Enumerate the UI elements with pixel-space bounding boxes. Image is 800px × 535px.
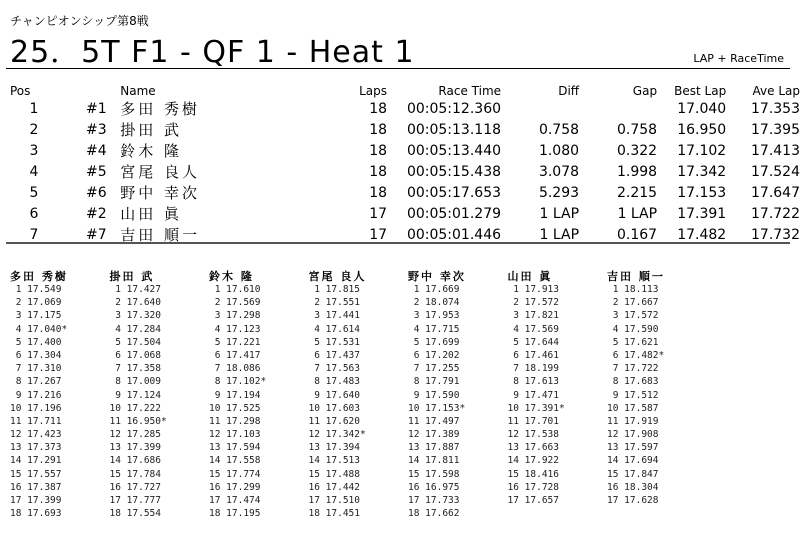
result-pos: 7 xyxy=(29,226,39,243)
result-row xyxy=(10,182,800,203)
result-row xyxy=(10,140,800,161)
lap-time-entry: 15 17.488 xyxy=(308,468,360,480)
result-race-time: 00:05:01.279 xyxy=(406,205,502,222)
result-best-lap: 16.950 xyxy=(677,121,727,138)
lap-time-entry: 16 17.387 xyxy=(10,481,62,493)
lap-time-entry: 5 17.621 xyxy=(607,336,659,348)
lap-time-entry: 8 17.102* xyxy=(209,376,267,388)
lap-time-entry: 16 18.304 xyxy=(607,481,659,493)
lap-time-entry: 14 17.291 xyxy=(10,455,62,467)
result-car-number: #3 xyxy=(85,121,107,138)
lap-time-entry: 17 17.474 xyxy=(209,495,261,506)
result-row xyxy=(10,161,800,182)
lap-time-entry: 7 18.199 xyxy=(507,363,559,375)
result-best-lap: 17.391 xyxy=(677,205,727,222)
result-gap xyxy=(579,98,657,119)
result-laps: 18 xyxy=(369,142,388,159)
lap-time-entry: 15 17.557 xyxy=(10,468,62,480)
lap-time-entry: 7 17.358 xyxy=(109,363,161,375)
lap-time-entry: 1 18.113 xyxy=(607,284,659,295)
result-gap: 2.215 xyxy=(616,184,658,201)
lap-column xyxy=(10,268,108,520)
lap-time-entry: 11 17.298 xyxy=(209,415,261,427)
result-laps: 18 xyxy=(369,163,388,180)
lap-column xyxy=(110,268,208,520)
lap-time-entry: 9 17.216 xyxy=(10,389,62,401)
result-car-number: #7 xyxy=(85,226,107,243)
lap-time-entry: 2 17.667 xyxy=(607,297,659,309)
lap-time-entry: 7 18.086 xyxy=(209,363,261,375)
result-ave-lap: 17.395 xyxy=(751,121,800,138)
lap-time-entry: 6 17.202 xyxy=(408,349,460,361)
lap-time-entry: 1 17.610 xyxy=(209,284,261,295)
lap-time-entry: 1 17.427 xyxy=(109,284,161,295)
result-race-time: 00:05:01.446 xyxy=(406,226,502,243)
lap-time-entry: 17 17.399 xyxy=(10,495,62,506)
lap-time-entry: 14 17.686 xyxy=(109,455,161,467)
lap-time-entry: 1 17.669 xyxy=(408,284,460,295)
lap-time-entry: 3 17.821 xyxy=(507,310,559,322)
result-ave-lap: 17.732 xyxy=(751,226,800,243)
lap-time-entry: 5 17.699 xyxy=(408,336,460,348)
lap-time-entry: 18 17.693 xyxy=(10,508,62,520)
lap-time-entry: 13 17.399 xyxy=(109,442,161,454)
lap-time-entry: 3 17.572 xyxy=(607,310,659,322)
result-laps: 17 xyxy=(369,205,388,222)
lap-time-entry: 17 17.733 xyxy=(408,495,460,506)
header-race-time: Race Time xyxy=(438,84,502,98)
lap-time-entry: 6 17.461 xyxy=(507,349,559,361)
lap-time-entry: 14 17.922 xyxy=(507,455,559,467)
lap-time-entry: 1 17.913 xyxy=(507,284,559,295)
lap-time-entry: 10 17.222 xyxy=(109,402,161,414)
result-car-number: #6 xyxy=(85,184,107,201)
lap-time-entry: 16 17.727 xyxy=(109,481,161,493)
result-diff: 0.758 xyxy=(538,121,580,138)
lap-time-entry: 4 17.614 xyxy=(308,323,360,335)
lap-time-entry: 3 17.953 xyxy=(408,310,460,322)
report-type-label: LAP + RaceTime xyxy=(693,52,784,65)
lap-time-entry: 9 17.640 xyxy=(308,389,360,401)
lap-time-entry: 9 17.471 xyxy=(507,389,559,401)
result-row xyxy=(10,203,800,224)
result-car-number: #1 xyxy=(85,100,107,117)
lap-time-entry: 13 17.373 xyxy=(10,442,62,454)
lap-time-entry: 2 17.572 xyxy=(507,297,559,309)
lap-time-entry: 10 17.525 xyxy=(209,402,261,414)
lap-column-driver-name: 山田 眞 xyxy=(507,270,553,283)
lap-time-entry: 8 17.267 xyxy=(10,376,62,388)
result-race-time: 00:05:17.653 xyxy=(406,184,502,201)
lap-time-entry: 11 16.950* xyxy=(109,415,167,427)
section-divider xyxy=(6,242,790,244)
lap-time-entry: 9 17.590 xyxy=(408,389,460,401)
lap-time-entry: 4 17.590 xyxy=(607,323,659,335)
lap-time-entry: 13 17.663 xyxy=(507,442,559,454)
lap-time-entry: 2 17.551 xyxy=(308,297,360,309)
lap-time-entry: 12 17.538 xyxy=(507,429,559,441)
lap-time-entry: 3 17.175 xyxy=(10,310,62,322)
result-ave-lap: 17.647 xyxy=(751,184,800,201)
header-name: Name xyxy=(120,84,156,98)
lap-column-driver-name: 野中 幸次 xyxy=(408,270,466,283)
lap-time-entry: 10 17.391* xyxy=(507,402,565,414)
lap-time-entry: 9 17.512 xyxy=(607,389,659,401)
lap-time-entry: 7 17.310 xyxy=(10,363,62,375)
lap-time-entry: 18 17.195 xyxy=(209,508,261,520)
lap-time-entry: 15 17.784 xyxy=(109,468,161,480)
lap-time-entry: 8 17.791 xyxy=(408,376,460,388)
result-laps: 18 xyxy=(369,184,388,201)
lap-time-entry: 16 17.728 xyxy=(507,481,559,493)
lap-time-entry: 7 17.722 xyxy=(607,363,659,375)
result-pos: 2 xyxy=(29,121,39,138)
lap-time-entry: 3 17.441 xyxy=(308,310,360,322)
result-best-lap: 17.482 xyxy=(677,226,727,243)
result-row xyxy=(10,119,800,140)
lap-time-entry: 2 18.074 xyxy=(408,297,460,309)
lap-time-entry: 9 17.124 xyxy=(109,389,161,401)
lap-column xyxy=(209,268,307,520)
results-body xyxy=(10,98,800,245)
header-divider xyxy=(6,68,790,69)
result-best-lap: 17.102 xyxy=(677,142,727,159)
result-pos: 5 xyxy=(29,184,39,201)
lap-time-entry: 15 18.416 xyxy=(507,468,559,480)
lap-time-entry: 1 17.549 xyxy=(10,284,62,295)
result-driver-name: 鈴木 隆 xyxy=(120,142,183,160)
result-diff: 3.078 xyxy=(538,163,580,180)
result-pos: 1 xyxy=(29,100,39,117)
lap-time-entry: 4 17.569 xyxy=(507,323,559,335)
lap-time-entry: 17 17.657 xyxy=(507,495,559,506)
result-driver-name: 多田 秀樹 xyxy=(120,100,201,118)
lap-time-entry: 13 17.597 xyxy=(607,442,659,454)
header-pos: Pos xyxy=(10,84,31,98)
lap-time-entry: 16 17.442 xyxy=(308,481,360,493)
result-gap: 1 LAP xyxy=(617,205,658,222)
lap-time-entry: 3 17.298 xyxy=(209,310,261,322)
result-gap: 0.322 xyxy=(616,142,658,159)
result-driver-name: 野中 幸次 xyxy=(120,184,201,202)
lap-column-driver-name: 鈴木 隆 xyxy=(209,270,254,283)
lap-time-entry: 17 17.628 xyxy=(607,495,659,506)
lap-time-entry: 14 17.513 xyxy=(308,455,360,467)
lap-time-entry: 11 17.711 xyxy=(10,415,62,427)
lap-time-entry: 14 17.811 xyxy=(408,455,460,467)
result-car-number: #2 xyxy=(85,205,107,222)
lap-time-entry: 6 17.304 xyxy=(10,349,62,361)
result-car-number: #4 xyxy=(85,142,107,159)
lap-time-entry: 9 17.194 xyxy=(209,389,261,401)
result-race-time: 00:05:12.360 xyxy=(406,100,502,117)
lap-time-entry: 10 17.603 xyxy=(308,402,360,414)
lap-time-entry: 12 17.342* xyxy=(308,429,366,441)
result-laps: 18 xyxy=(369,121,388,138)
lap-time-entry: 6 17.417 xyxy=(209,349,261,361)
lap-time-entry: 15 17.847 xyxy=(607,468,659,480)
result-gap: 0.167 xyxy=(616,226,658,243)
lap-column-driver-name: 掛田 武 xyxy=(109,270,155,283)
result-diff: 1 LAP xyxy=(539,226,580,243)
lap-time-entry: 8 17.483 xyxy=(308,376,360,388)
header-gap: Gap xyxy=(632,84,658,98)
results-table xyxy=(10,84,800,245)
lap-time-entry: 16 16.975 xyxy=(408,481,460,493)
lap-time-entry: 18 17.451 xyxy=(308,508,360,520)
lap-column-driver-name: 吉田 順一 xyxy=(607,270,665,283)
lap-time-entry: 11 17.919 xyxy=(607,415,659,427)
lap-time-entry: 3 17.320 xyxy=(109,310,161,322)
result-row xyxy=(10,98,800,119)
race-title: 25．5T F1 - QF 1 - Heat 1 xyxy=(10,35,415,70)
lap-time-entry: 5 17.644 xyxy=(507,336,559,348)
result-laps: 18 xyxy=(369,100,388,117)
lap-column xyxy=(309,268,407,520)
lap-column xyxy=(607,268,705,507)
results-header-row xyxy=(10,84,800,98)
lap-time-entry: 7 17.563 xyxy=(308,363,360,375)
lap-time-entry: 5 17.531 xyxy=(308,336,360,348)
result-ave-lap: 17.722 xyxy=(751,205,800,222)
lap-time-entry: 4 17.123 xyxy=(209,323,261,335)
lap-time-entry: 12 17.389 xyxy=(408,429,460,441)
result-pos: 6 xyxy=(29,205,39,222)
lap-time-entry: 17 17.777 xyxy=(109,495,161,506)
lap-time-entry: 8 17.683 xyxy=(607,376,659,388)
lap-time-entry: 12 17.103 xyxy=(209,429,261,441)
lap-time-entry: 5 17.400 xyxy=(10,336,62,348)
lap-time-entry: 11 17.497 xyxy=(408,415,460,427)
lap-time-entry: 7 17.255 xyxy=(408,363,460,375)
lap-time-entry: 14 17.558 xyxy=(209,455,261,467)
result-best-lap: 17.342 xyxy=(677,163,727,180)
lap-time-entry: 18 17.662 xyxy=(408,508,460,520)
lap-time-entry: 4 17.715 xyxy=(408,323,460,335)
result-gap: 0.758 xyxy=(616,121,658,138)
result-ave-lap: 17.524 xyxy=(751,163,800,180)
result-car-number: #5 xyxy=(85,163,107,180)
lap-time-entry: 10 17.587 xyxy=(607,402,659,414)
result-gap: 1.998 xyxy=(616,163,658,180)
lap-time-entry: 6 17.482* xyxy=(607,349,665,361)
header-laps: Laps xyxy=(359,84,388,98)
result-driver-name: 宮尾 良人 xyxy=(120,163,201,181)
result-race-time: 00:05:15.438 xyxy=(406,163,502,180)
result-race-time: 00:05:13.118 xyxy=(406,121,502,138)
lap-time-entry: 10 17.153* xyxy=(408,402,466,414)
lap-time-entry: 4 17.040* xyxy=(10,323,68,335)
lap-time-entry: 6 17.437 xyxy=(308,349,360,361)
result-pos: 4 xyxy=(29,163,39,180)
lap-time-entry: 12 17.423 xyxy=(10,429,62,441)
result-diff: 1 LAP xyxy=(539,205,580,222)
lap-time-entry: 15 17.774 xyxy=(209,468,261,480)
result-diff: 5.293 xyxy=(538,184,580,201)
result-best-lap: 17.040 xyxy=(677,100,727,117)
lap-time-entry: 10 17.196 xyxy=(10,402,62,414)
lap-column xyxy=(508,268,606,507)
lap-time-entry: 2 17.569 xyxy=(209,297,261,309)
lap-time-entry: 13 17.887 xyxy=(408,442,460,454)
event-subtitle: チャンピオンシップ第8戦 xyxy=(10,14,149,28)
header-num-spacer xyxy=(86,84,120,98)
header-ave-lap: Ave Lap xyxy=(752,84,800,98)
lap-time-entry: 15 17.598 xyxy=(408,468,460,480)
result-driver-name: 掛田 武 xyxy=(120,121,183,139)
lap-time-entry: 13 17.394 xyxy=(308,442,360,454)
lap-time-entry: 11 17.701 xyxy=(507,415,559,427)
lap-time-entry: 17 17.510 xyxy=(308,495,360,506)
lap-time-entry: 4 17.284 xyxy=(109,323,161,335)
lap-time-entry: 2 17.640 xyxy=(109,297,161,309)
lap-column-driver-name: 多田 秀樹 xyxy=(10,270,68,283)
lap-time-entry: 5 17.221 xyxy=(209,336,261,348)
lap-time-entry: 18 17.554 xyxy=(109,508,161,520)
lap-time-entry: 2 17.069 xyxy=(10,297,62,309)
lap-time-entry: 12 17.285 xyxy=(109,429,161,441)
lap-time-entry: 11 17.620 xyxy=(308,415,360,427)
lap-time-entry: 1 17.815 xyxy=(308,284,360,295)
lap-column-driver-name: 宮尾 良人 xyxy=(308,270,367,283)
result-race-time: 00:05:13.440 xyxy=(406,142,502,159)
lap-time-entry: 5 17.504 xyxy=(109,336,161,348)
result-best-lap: 17.153 xyxy=(677,184,727,201)
lap-time-entry: 8 17.009 xyxy=(109,376,161,388)
lap-time-entry: 16 17.299 xyxy=(209,481,261,493)
result-driver-name: 吉田 順一 xyxy=(120,226,201,244)
result-ave-lap: 17.413 xyxy=(751,142,800,159)
result-laps: 17 xyxy=(369,226,388,243)
lap-time-entry: 13 17.594 xyxy=(209,442,261,454)
lap-time-entry: 6 17.068 xyxy=(109,349,161,361)
lap-time-entry: 14 17.694 xyxy=(607,455,659,467)
lap-time-entry: 8 17.613 xyxy=(507,376,559,388)
result-pos: 3 xyxy=(29,142,39,159)
result-driver-name: 山田 眞 xyxy=(120,205,183,223)
header-diff: Diff xyxy=(558,84,580,98)
result-diff xyxy=(501,98,579,119)
lap-time-entry: 12 17.908 xyxy=(607,429,659,441)
result-ave-lap: 17.353 xyxy=(751,100,800,117)
header-best-lap: Best Lap xyxy=(674,84,727,98)
lap-column xyxy=(408,268,506,520)
result-diff: 1.080 xyxy=(538,142,580,159)
